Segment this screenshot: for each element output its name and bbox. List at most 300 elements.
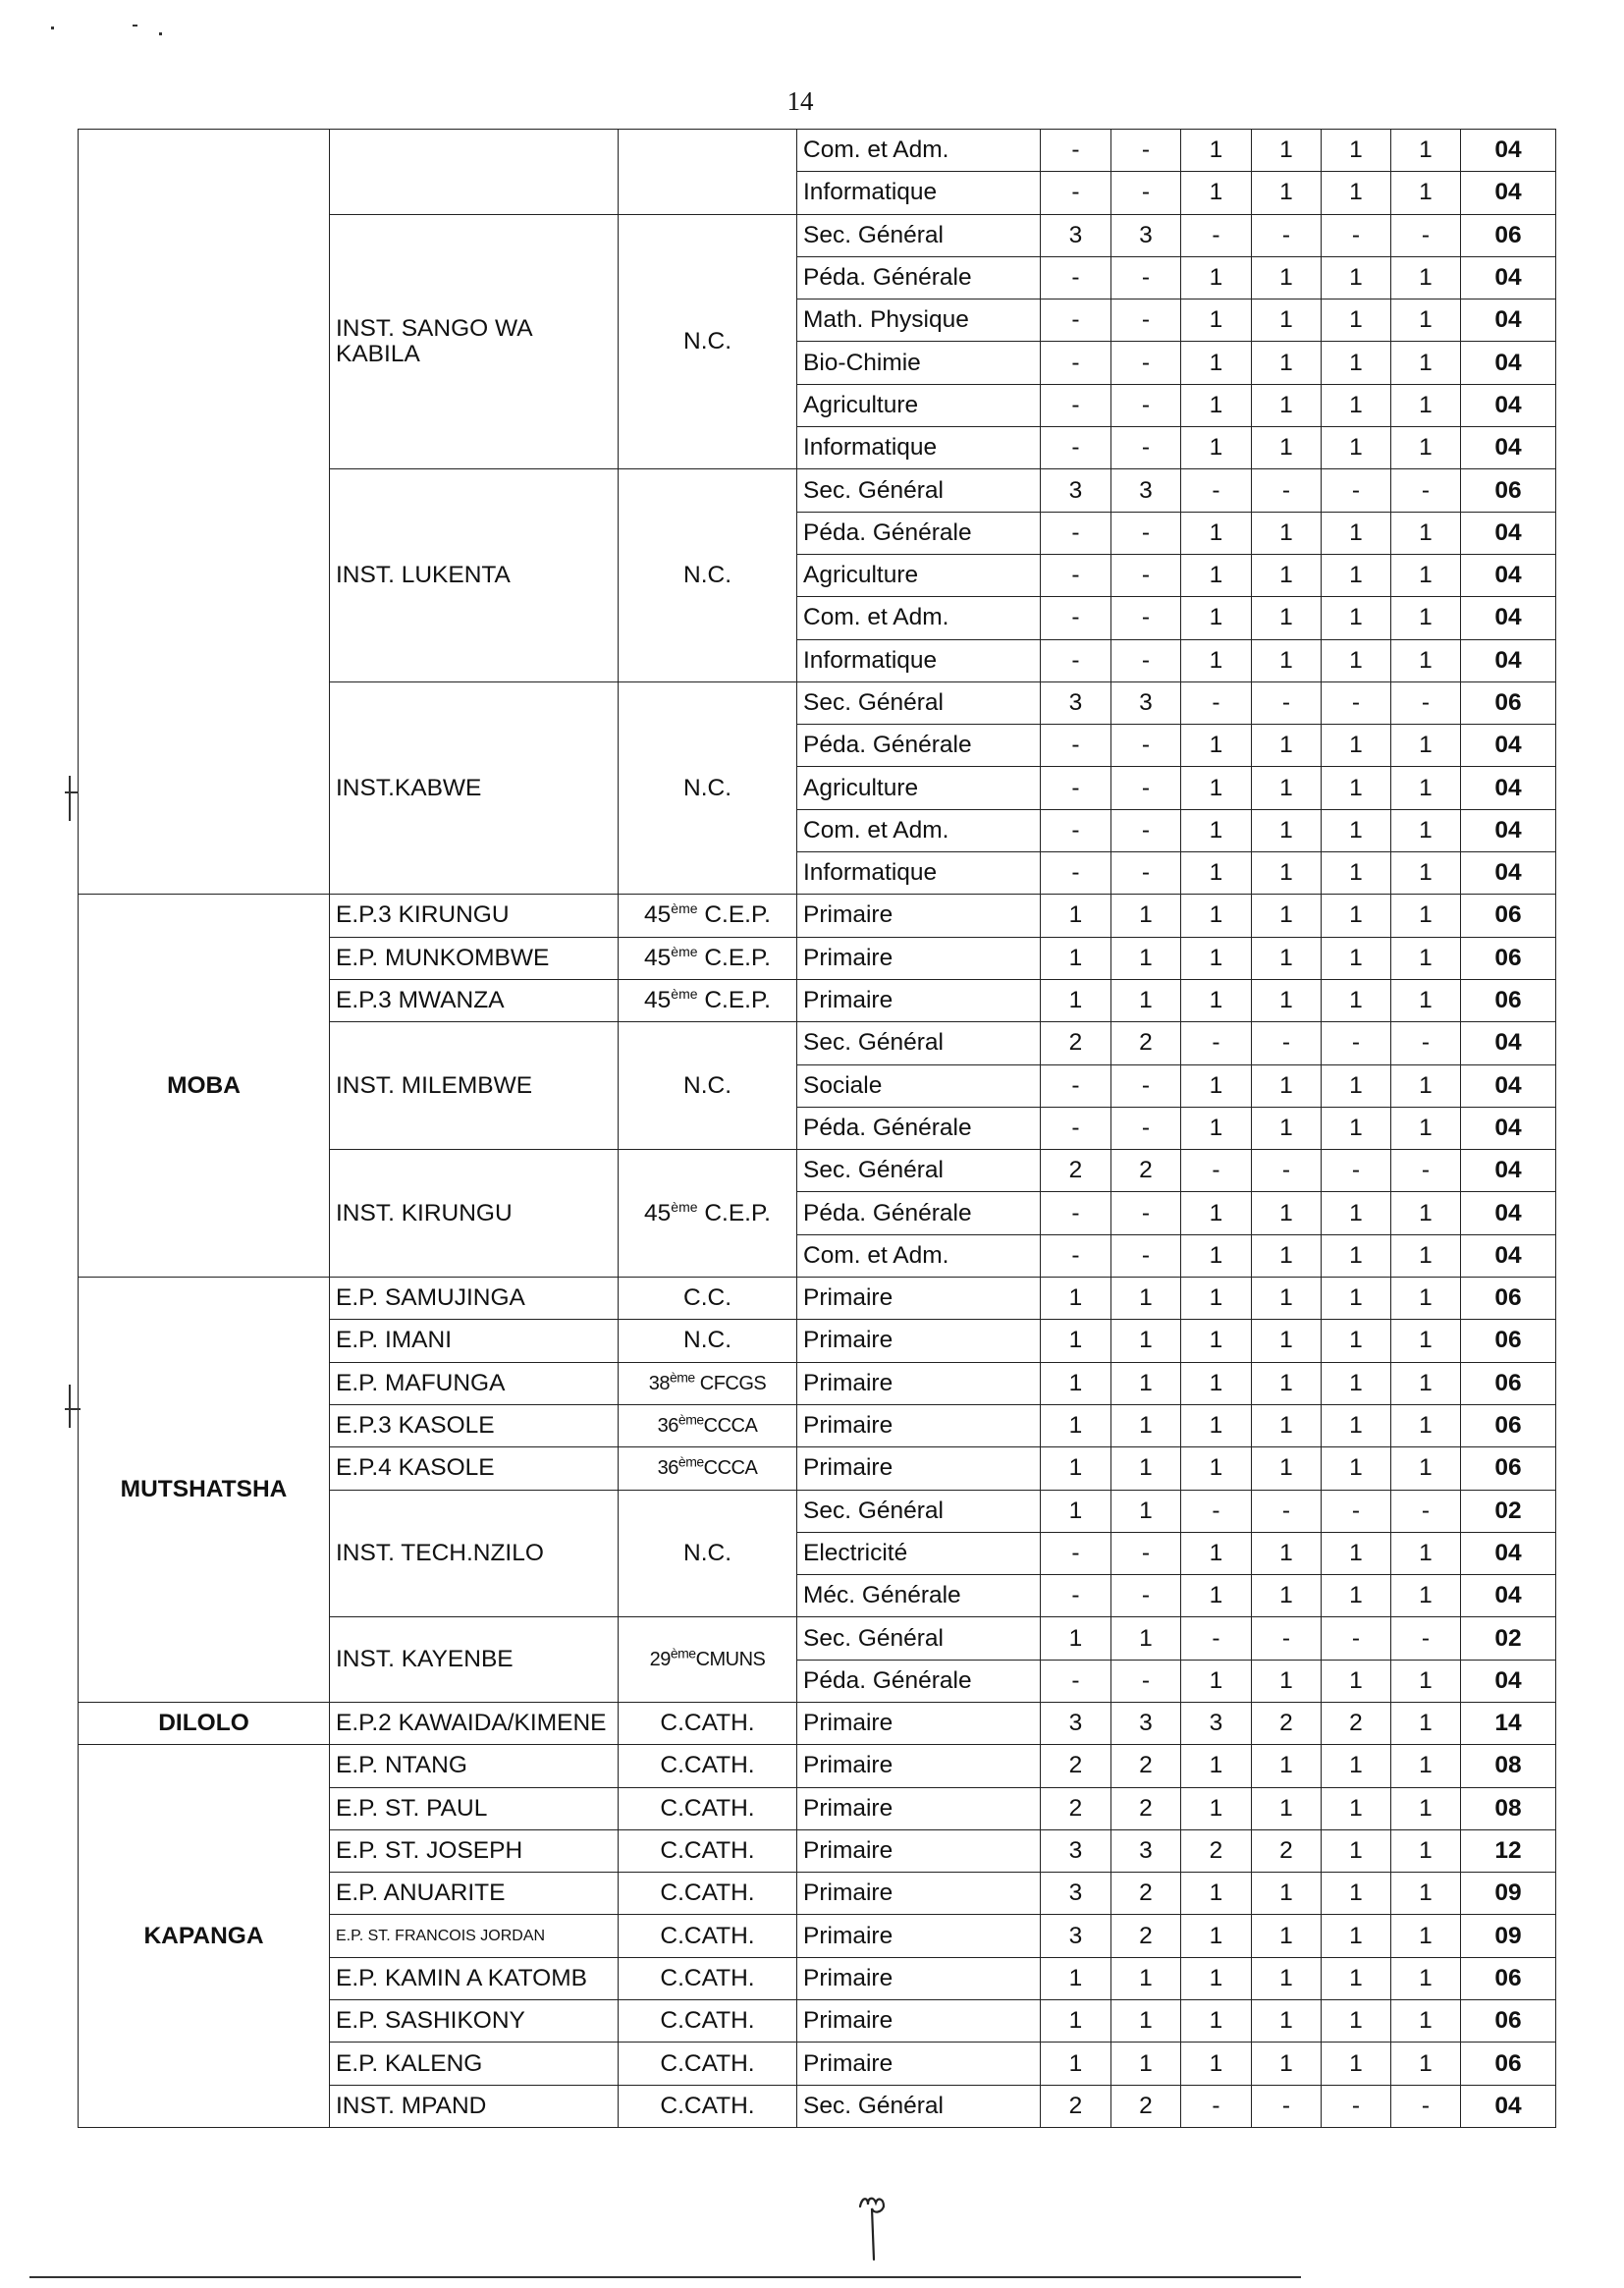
section-option: Sec. Général [797, 1022, 1041, 1064]
class-count: 3 [1041, 1829, 1111, 1872]
class-count: - [1111, 172, 1181, 214]
section-option: Primaire [797, 979, 1041, 1021]
class-count: - [1041, 130, 1111, 172]
class-count: - [1181, 1617, 1252, 1660]
class-count: 1 [1252, 1404, 1322, 1446]
section-option: Primaire [797, 1404, 1041, 1446]
row-total: 04 [1461, 2085, 1556, 2127]
class-count: - [1111, 256, 1181, 299]
class-count: 1 [1322, 1915, 1391, 1957]
class-count: - [1041, 554, 1111, 596]
class-count: - [1181, 1490, 1252, 1532]
school-regime: N.C. [619, 1320, 797, 1362]
school-name: INST. LUKENTA [330, 469, 619, 681]
school-name: E.P. KAMIN A KATOMB [330, 1957, 619, 1999]
class-count: - [1041, 1192, 1111, 1234]
section-option: Méc. Générale [797, 1575, 1041, 1617]
class-count: 1 [1252, 725, 1322, 767]
class-count: 1 [1111, 1278, 1181, 1320]
row-total: 04 [1461, 342, 1556, 384]
section-option: Bio-Chimie [797, 342, 1041, 384]
margin-bracket-mark [65, 1408, 81, 1410]
bottom-rule [29, 2276, 1301, 2278]
class-count: 3 [1111, 1702, 1181, 1744]
class-count: 2 [1041, 2085, 1111, 2127]
class-count: 2 [1111, 1150, 1181, 1192]
class-count: 1 [1181, 895, 1252, 937]
class-count: 1 [1322, 809, 1391, 851]
class-count: - [1111, 597, 1181, 639]
class-count: 1 [1322, 1575, 1391, 1617]
row-total: 06 [1461, 1320, 1556, 1362]
section-option: Primaire [797, 1957, 1041, 1999]
class-count: 2 [1041, 1745, 1111, 1787]
class-count: - [1181, 681, 1252, 724]
class-count: 1 [1181, 1192, 1252, 1234]
school-regime: C.C. [619, 1278, 797, 1320]
class-count: 1 [1252, 427, 1322, 469]
row-total: 02 [1461, 1617, 1556, 1660]
class-count: 1 [1322, 979, 1391, 1021]
class-count: - [1391, 1150, 1461, 1192]
class-count: 1 [1391, 937, 1461, 979]
class-count: 1 [1181, 554, 1252, 596]
class-count: 1 [1041, 1404, 1111, 1446]
row-total: 09 [1461, 1915, 1556, 1957]
class-count: 1 [1181, 1107, 1252, 1149]
row-total: 04 [1461, 725, 1556, 767]
class-count: 2 [1111, 1745, 1181, 1787]
class-count: 1 [1252, 384, 1322, 426]
class-count: 2 [1111, 1022, 1181, 1064]
class-count: 1 [1391, 1362, 1461, 1404]
section-option: Primaire [797, 1745, 1041, 1787]
class-count: - [1111, 767, 1181, 809]
table-row [79, 895, 1556, 937]
class-count: - [1041, 597, 1111, 639]
section-option: Péda. Générale [797, 1192, 1041, 1234]
class-count: 2 [1252, 1829, 1322, 1872]
class-count: 1 [1181, 512, 1252, 554]
section-option: Primaire [797, 1278, 1041, 1320]
class-count: 1 [1181, 979, 1252, 1021]
class-count: 1 [1041, 2000, 1111, 2043]
row-total: 06 [1461, 895, 1556, 937]
class-count: 1 [1252, 554, 1322, 596]
section-option: Primaire [797, 2043, 1041, 2085]
section-option: Primaire [797, 1915, 1041, 1957]
class-count: 1 [1111, 1447, 1181, 1490]
class-count: 1 [1322, 767, 1391, 809]
class-count: 1 [1322, 937, 1391, 979]
row-total: 04 [1461, 1532, 1556, 1574]
section-option: Sociale [797, 1064, 1041, 1107]
class-count: 1 [1252, 1957, 1322, 1999]
class-count: 2 [1041, 1787, 1111, 1829]
section-option: Primaire [797, 2000, 1041, 2043]
class-count: - [1111, 852, 1181, 895]
page-number: 14 [786, 86, 814, 116]
class-count: 1 [1322, 300, 1391, 342]
class-count: 1 [1391, 1660, 1461, 1702]
class-count: 1 [1181, 300, 1252, 342]
section-option: Informatique [797, 852, 1041, 895]
row-total: 04 [1461, 384, 1556, 426]
school-regime: C.CATH. [619, 1873, 797, 1915]
class-count: - [1322, 1150, 1391, 1192]
class-count: - [1111, 300, 1181, 342]
class-count: 1 [1391, 427, 1461, 469]
class-count: - [1111, 130, 1181, 172]
class-count: 1 [1322, 172, 1391, 214]
class-count: 1 [1252, 895, 1322, 937]
class-count: 1 [1322, 725, 1391, 767]
class-count: - [1041, 1660, 1111, 1702]
school-name: INST. KIRUNGU [330, 1150, 619, 1278]
class-count: 1 [1391, 512, 1461, 554]
class-count: 1 [1322, 1278, 1391, 1320]
school-name: E.P.3 KIRUNGU [330, 895, 619, 937]
section-option: Primaire [797, 937, 1041, 979]
class-count: - [1252, 2085, 1322, 2127]
class-count: 1 [1181, 639, 1252, 681]
class-count: 1 [1041, 1957, 1111, 1999]
school-regime: N.C. [619, 469, 797, 681]
class-count: - [1391, 214, 1461, 256]
row-total: 04 [1461, 172, 1556, 214]
school-regime: N.C. [619, 1490, 797, 1617]
class-count: 1 [1252, 1234, 1322, 1277]
class-count: - [1041, 1234, 1111, 1277]
class-count: - [1322, 681, 1391, 724]
class-count: - [1252, 681, 1322, 724]
row-total: 04 [1461, 1575, 1556, 1617]
class-count: 1 [1252, 1278, 1322, 1320]
class-count: 1 [1181, 767, 1252, 809]
class-count: - [1391, 469, 1461, 512]
class-count: 1 [1252, 1532, 1322, 1574]
class-count: 1 [1041, 1617, 1111, 1660]
district-name [79, 130, 330, 895]
class-count: 1 [1252, 1447, 1322, 1490]
school-name: E.P. MUNKOMBWE [330, 937, 619, 979]
class-count: 1 [1041, 1320, 1111, 1362]
class-count: 1 [1252, 1192, 1322, 1234]
class-count: 1 [1391, 895, 1461, 937]
class-count: 1 [1322, 384, 1391, 426]
class-count: 1 [1252, 2000, 1322, 2043]
scan-mark [51, 27, 54, 29]
school-regime: C.CATH. [619, 2085, 797, 2127]
class-count: 1 [1111, 937, 1181, 979]
class-count: 1 [1322, 852, 1391, 895]
section-option: Péda. Générale [797, 512, 1041, 554]
class-count: 1 [1041, 2043, 1111, 2085]
class-count: 1 [1181, 1787, 1252, 1829]
class-count: 1 [1322, 2043, 1391, 2085]
class-count: 1 [1181, 1362, 1252, 1404]
class-count: 1 [1391, 1957, 1461, 1999]
class-count: - [1041, 427, 1111, 469]
section-option: Péda. Générale [797, 256, 1041, 299]
class-count: - [1322, 1617, 1391, 1660]
section-option: Primaire [797, 895, 1041, 937]
school-name: E.P. NTANG [330, 1745, 619, 1787]
school-name: E.P.3 KASOLE [330, 1404, 619, 1446]
class-count: - [1111, 384, 1181, 426]
class-count: - [1111, 1192, 1181, 1234]
section-option: Informatique [797, 172, 1041, 214]
school-regime: N.C. [619, 214, 797, 469]
class-count: 1 [1181, 1447, 1252, 1490]
class-count: 1 [1391, 2043, 1461, 2085]
section-option: Sec. Général [797, 1150, 1041, 1192]
class-count: 1 [1181, 1957, 1252, 1999]
class-count: 1 [1391, 1320, 1461, 1362]
class-count: 3 [1041, 1702, 1111, 1744]
school-name: INST. KAYENBE [330, 1617, 619, 1703]
class-count: 3 [1041, 469, 1111, 512]
class-count: 1 [1322, 1447, 1391, 1490]
class-count: - [1252, 1617, 1322, 1660]
section-option: Sec. Général [797, 1617, 1041, 1660]
section-option: Primaire [797, 1320, 1041, 1362]
class-count: 1 [1181, 1915, 1252, 1957]
class-count: 1 [1252, 1320, 1322, 1362]
row-total: 04 [1461, 1107, 1556, 1149]
class-count: 1 [1041, 937, 1111, 979]
row-total: 04 [1461, 1192, 1556, 1234]
school-name: E.P. ST. FRANCOIS JORDAN [330, 1915, 619, 1957]
class-count: - [1041, 256, 1111, 299]
district-name: DILOLO [79, 1702, 330, 1744]
class-count: 1 [1111, 895, 1181, 937]
class-count: 1 [1322, 1404, 1391, 1446]
class-count: 1 [1181, 1873, 1252, 1915]
table-row [79, 130, 1556, 172]
class-count: 1 [1181, 1278, 1252, 1320]
class-count: 1 [1252, 256, 1322, 299]
class-count: 1 [1322, 1107, 1391, 1149]
class-count: 1 [1391, 1702, 1461, 1744]
class-count: 1 [1252, 300, 1322, 342]
row-total: 04 [1461, 554, 1556, 596]
class-count: - [1041, 809, 1111, 851]
class-count: - [1041, 725, 1111, 767]
class-count: 1 [1181, 2043, 1252, 2085]
class-count: 1 [1181, 172, 1252, 214]
class-count: - [1322, 2085, 1391, 2127]
class-count: 3 [1111, 1829, 1181, 1872]
section-option: Com. et Adm. [797, 597, 1041, 639]
class-count: 3 [1111, 469, 1181, 512]
class-count: 1 [1391, 384, 1461, 426]
school-regime: 45ème C.E.P. [619, 895, 797, 937]
class-count: 1 [1252, 1915, 1322, 1957]
section-option: Informatique [797, 427, 1041, 469]
class-count: - [1041, 512, 1111, 554]
class-count: 1 [1252, 1362, 1322, 1404]
class-count: 1 [1391, 725, 1461, 767]
margin-bracket-mark [69, 1385, 71, 1428]
class-count: 1 [1322, 256, 1391, 299]
school-name: E.P. IMANI [330, 1320, 619, 1362]
school-name: E.P.2 KAWAIDA/KIMENE [330, 1702, 619, 1744]
class-count: 1 [1252, 1064, 1322, 1107]
table-row [79, 1702, 1556, 1744]
class-count: - [1041, 639, 1111, 681]
class-count: 2 [1041, 1022, 1111, 1064]
table-row [79, 1278, 1556, 1320]
section-option: Primaire [797, 1702, 1041, 1744]
class-count: 1 [1111, 2043, 1181, 2085]
school-name: E.P. ST. PAUL [330, 1787, 619, 1829]
row-total: 04 [1461, 767, 1556, 809]
class-count: - [1041, 172, 1111, 214]
class-count: - [1041, 342, 1111, 384]
district-name: KAPANGA [79, 1745, 330, 2128]
section-option: Péda. Générale [797, 725, 1041, 767]
section-option: Sec. Général [797, 1490, 1041, 1532]
school-regime: N.C. [619, 681, 797, 894]
class-count: - [1391, 1617, 1461, 1660]
school-regime: 29èmeCMUNS [619, 1617, 797, 1703]
class-count: 1 [1181, 1575, 1252, 1617]
school-name: E.P. KALENG [330, 2043, 619, 2085]
class-count: 1 [1252, 1787, 1322, 1829]
class-count: 1 [1391, 1915, 1461, 1957]
row-total: 08 [1461, 1787, 1556, 1829]
class-count: 1 [1391, 1787, 1461, 1829]
section-option: Electricité [797, 1532, 1041, 1574]
row-total: 06 [1461, 979, 1556, 1021]
school-name: E.P. SAMUJINGA [330, 1278, 619, 1320]
school-regime: C.CATH. [619, 1957, 797, 1999]
class-count: - [1181, 1022, 1252, 1064]
class-count: 2 [1111, 1915, 1181, 1957]
district-name: MUTSHATSHA [79, 1278, 330, 1703]
class-count: 1 [1391, 1107, 1461, 1149]
class-count: 1 [1322, 1745, 1391, 1787]
class-count: - [1391, 1490, 1461, 1532]
school-regime: 45ème C.E.P. [619, 979, 797, 1021]
class-count: - [1041, 1575, 1111, 1617]
class-count: 1 [1181, 1660, 1252, 1702]
class-count: 1 [1252, 342, 1322, 384]
class-count: 1 [1181, 1320, 1252, 1362]
row-total: 04 [1461, 256, 1556, 299]
row-total: 06 [1461, 1404, 1556, 1446]
class-count: - [1252, 1022, 1322, 1064]
class-count: - [1111, 1234, 1181, 1277]
initials-signature [854, 2195, 893, 2263]
class-count: 1 [1322, 130, 1391, 172]
class-count: - [1252, 469, 1322, 512]
school-regime: 45ème C.E.P. [619, 937, 797, 979]
class-count: 1 [1391, 1745, 1461, 1787]
class-count: - [1111, 1660, 1181, 1702]
class-count: 2 [1111, 1787, 1181, 1829]
row-total: 04 [1461, 1064, 1556, 1107]
class-count: - [1181, 214, 1252, 256]
class-count: - [1111, 639, 1181, 681]
class-count: 1 [1041, 1447, 1111, 1490]
class-count: - [1322, 469, 1391, 512]
class-count: 1 [1322, 1829, 1391, 1872]
class-count: - [1041, 767, 1111, 809]
class-count: - [1181, 2085, 1252, 2127]
row-total: 04 [1461, 300, 1556, 342]
row-total: 04 [1461, 512, 1556, 554]
class-count: 1 [1252, 597, 1322, 639]
margin-bracket-mark [65, 791, 79, 793]
class-count: 1 [1391, 300, 1461, 342]
class-count: - [1391, 1022, 1461, 1064]
class-count: - [1041, 1064, 1111, 1107]
class-count: 1 [1391, 172, 1461, 214]
class-count: 1 [1391, 256, 1461, 299]
class-count: 1 [1252, 1660, 1322, 1702]
class-count: 1 [1181, 130, 1252, 172]
school-name: INST. TECH.NZILO [330, 1490, 619, 1617]
class-count: 1 [1391, 1404, 1461, 1446]
class-count: - [1322, 1022, 1391, 1064]
class-count: 1 [1111, 1320, 1181, 1362]
class-count: 2 [1252, 1702, 1322, 1744]
class-count: 1 [1391, 342, 1461, 384]
class-count: 1 [1181, 2000, 1252, 2043]
class-count: 1 [1252, 979, 1322, 1021]
class-count: - [1041, 852, 1111, 895]
class-count: - [1181, 1150, 1252, 1192]
class-count: - [1322, 1490, 1391, 1532]
row-total: 04 [1461, 427, 1556, 469]
class-count: 1 [1391, 597, 1461, 639]
class-count: 1 [1041, 1362, 1111, 1404]
class-count: 1 [1391, 809, 1461, 851]
class-count: 1 [1391, 1192, 1461, 1234]
class-count: 1 [1322, 639, 1391, 681]
class-count: 1 [1041, 895, 1111, 937]
class-count: 2 [1181, 1829, 1252, 1872]
class-count: 1 [1391, 1873, 1461, 1915]
section-option: Péda. Générale [797, 1107, 1041, 1149]
school-name: INST.KABWE [330, 681, 619, 894]
class-count: 1 [1181, 809, 1252, 851]
school-regime: C.CATH. [619, 2000, 797, 2043]
school-regime: N.C. [619, 1022, 797, 1150]
class-count: 1 [1322, 895, 1391, 937]
class-count: 1 [1322, 427, 1391, 469]
school-name: E.P.3 MWANZA [330, 979, 619, 1021]
class-count: 1 [1181, 256, 1252, 299]
district-name: MOBA [79, 895, 330, 1278]
class-count: 1 [1252, 937, 1322, 979]
class-count: - [1111, 427, 1181, 469]
class-count: 1 [1391, 979, 1461, 1021]
scan-mark [133, 25, 137, 27]
school-name: INST. MPAND [330, 2085, 619, 2127]
row-total: 14 [1461, 1702, 1556, 1744]
class-count: - [1111, 1532, 1181, 1574]
school-regime: C.CATH. [619, 1829, 797, 1872]
class-count: 1 [1111, 1957, 1181, 1999]
class-count: 1 [1252, 1873, 1322, 1915]
class-count: 1 [1252, 2043, 1322, 2085]
class-count: 1 [1181, 427, 1252, 469]
class-count: - [1322, 214, 1391, 256]
class-count: - [1111, 1064, 1181, 1107]
